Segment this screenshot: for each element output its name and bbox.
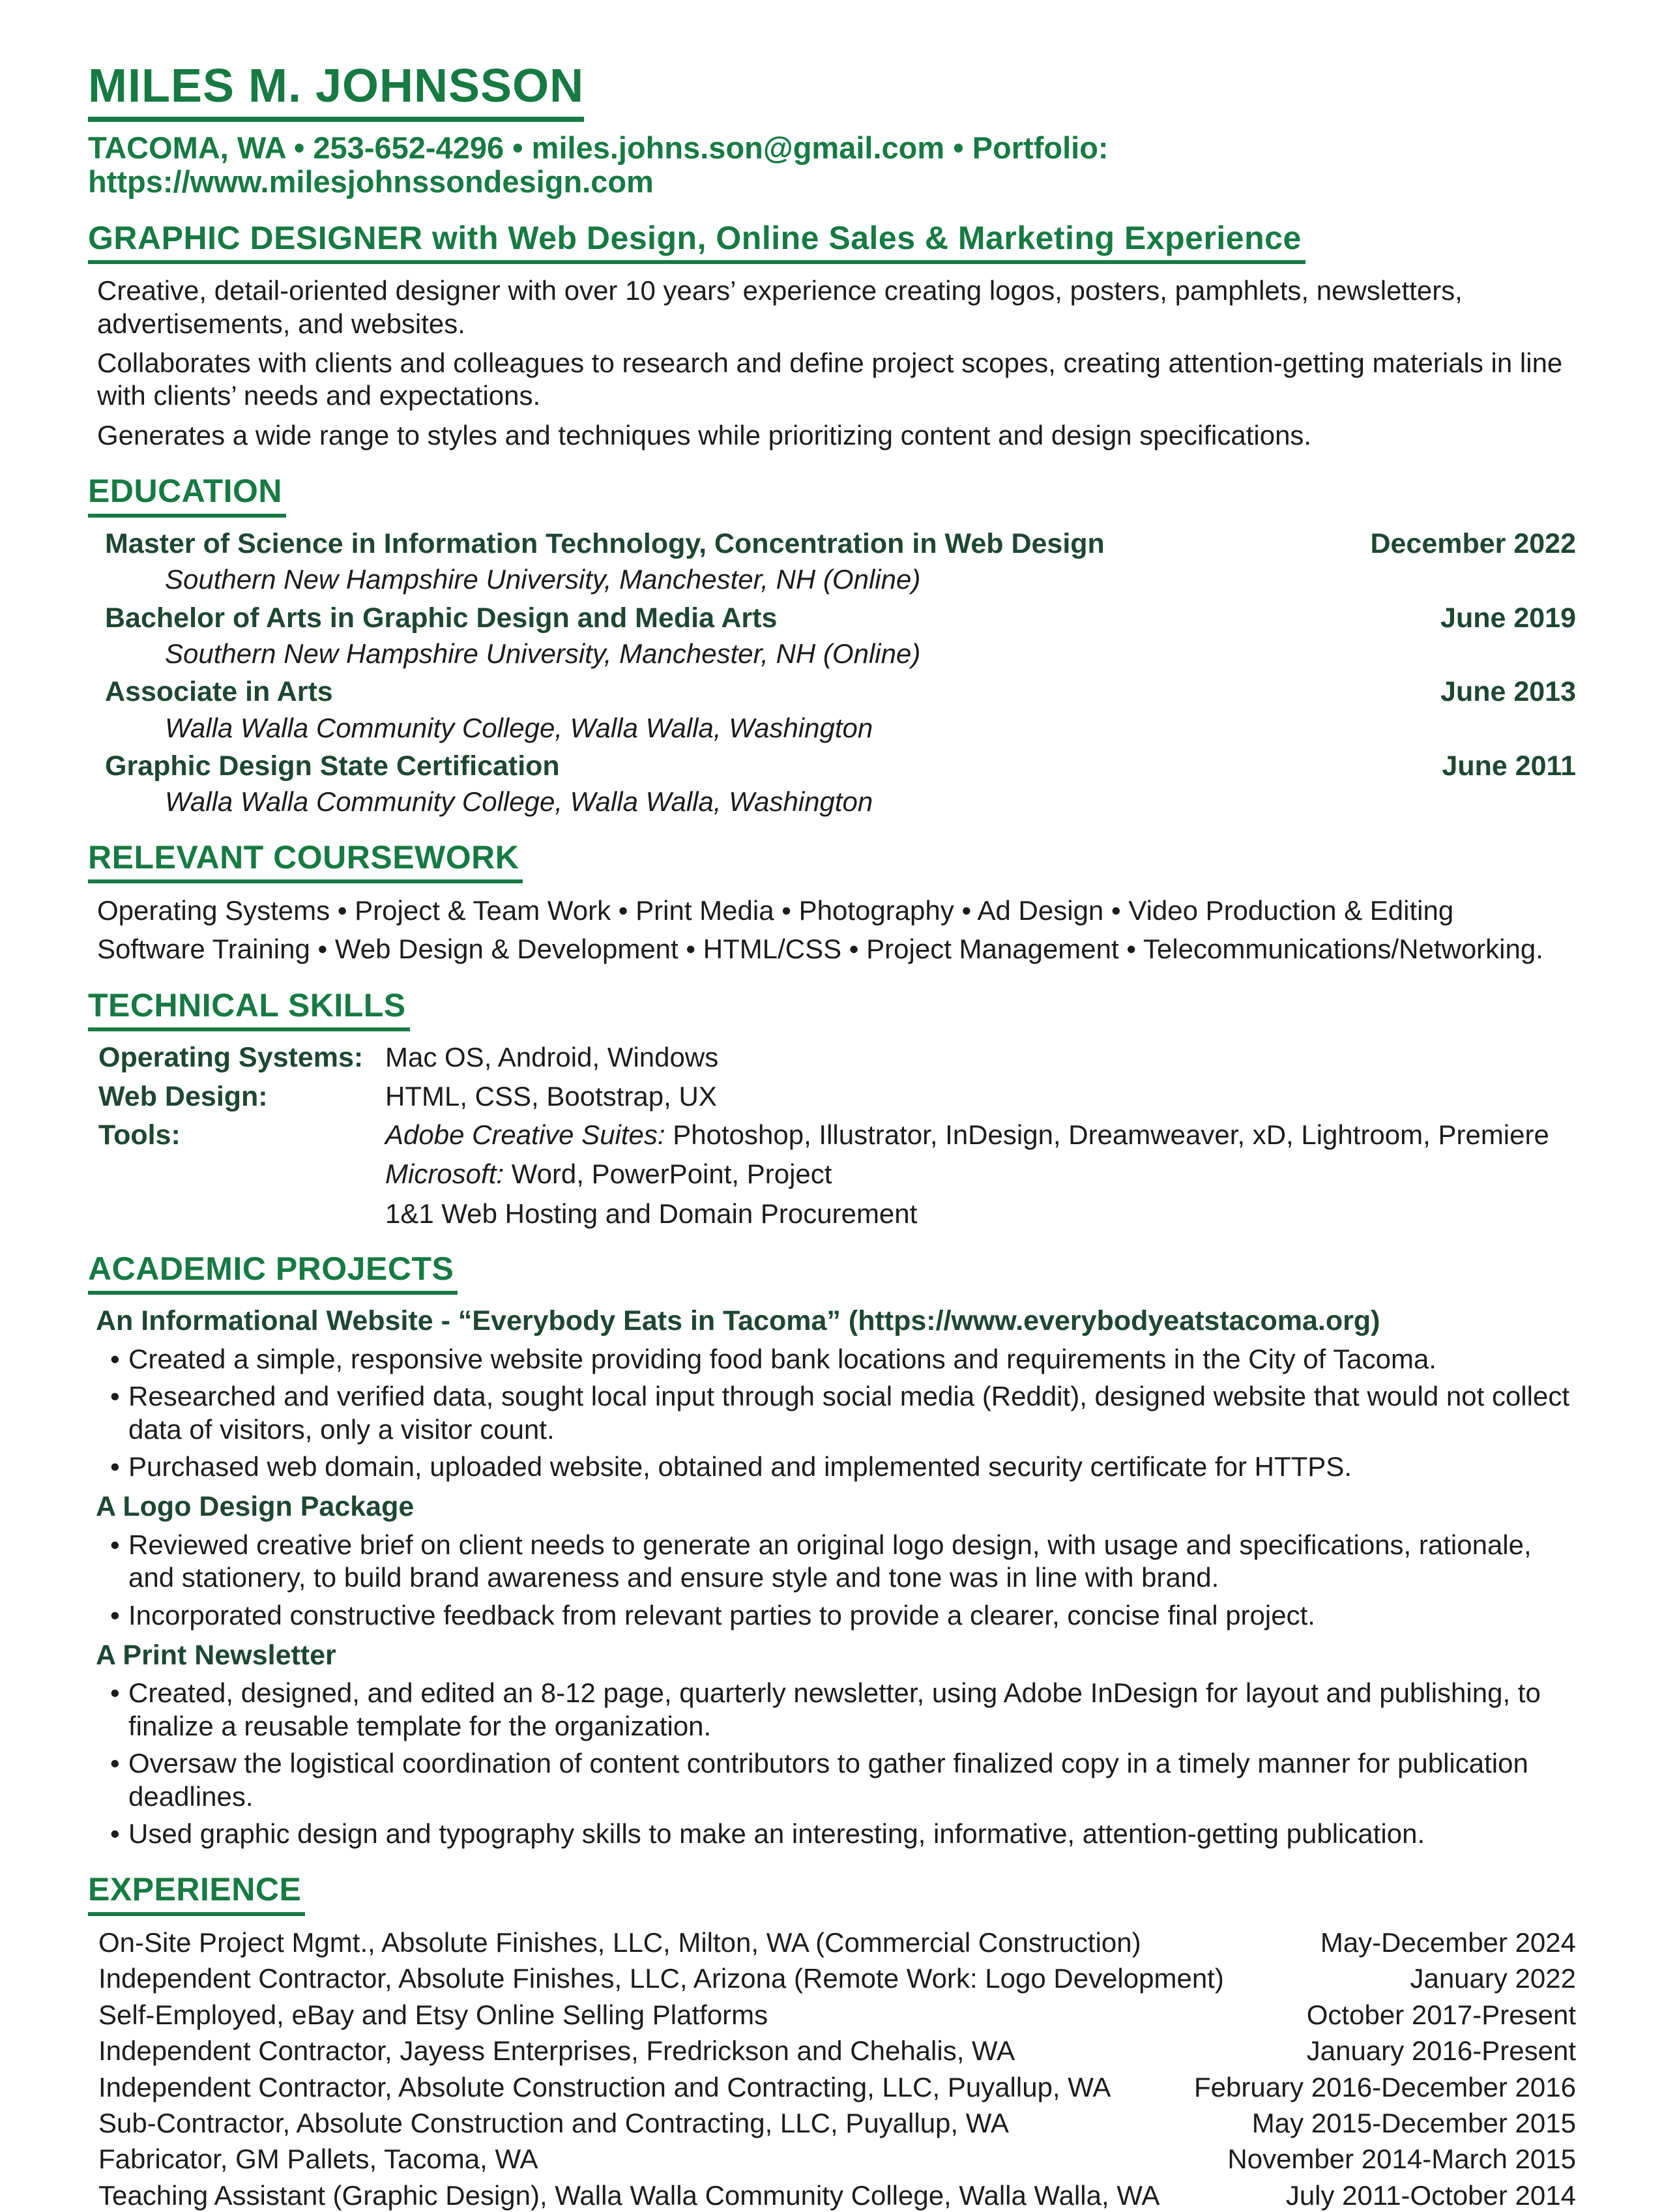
degree-date: December 2022: [1370, 527, 1576, 559]
experience-date: May-December 2024: [1320, 1926, 1576, 1958]
skill-label: Operating Systems:: [98, 1042, 364, 1074]
skill-tool-list: 1&1 Web Hosting and Domain Procurement: [385, 1198, 918, 1229]
summary-paragraph: Generates a wide range to styles and techniques while prioritizing content and design specifications.: [97, 419, 1312, 450]
project-bullet: • Created, designed, and edited an 8-12 page, quarterly newsletter, using Adobe InDesign for layout and publishing, to finalize a reusable template for the organization.: [88, 1677, 1576, 1743]
experience-role: On-Site Project Mgmt., Absolute Finishes, LLC, Milton, WA (Commercial Construction): [98, 1926, 1141, 1958]
experience-role: Self-Employed, eBay and Etsy Online Selling Platforms: [98, 1999, 768, 2030]
skill-tool-vendor: Adobe Creative Suites:: [385, 1119, 673, 1151]
contact-line: TACOMA, WA • 253-652-4296 • miles.johns.son@gmail.com • Portfolio: https://www.milesjohnssondesign.com: [88, 130, 1109, 199]
coursework-line: Operating Systems • Project & Team Work • Print Media • Photography • Ad Design • Video Production & Editing: [97, 895, 1454, 926]
project-title: A Logo Design Package: [96, 1491, 415, 1523]
project: [88, 1640, 1576, 1850]
summary-heading: GRAPHIC DESIGNER with Web Design, Online Sales & Marketing Experience: [88, 221, 1305, 265]
skill-value-line: [385, 1119, 1549, 1151]
section-academic-projects: [88, 1252, 1576, 1851]
school-name: Southern New Hampshire University, Manchester, NH (Online): [165, 638, 921, 669]
project-bullet: • Incorporated constructive feedback from relevant parties to provide a clearer, concise final project.: [88, 1599, 1576, 1632]
experience-row: [88, 2179, 1576, 2212]
projects-heading: ACADEMIC PROJECTS: [88, 1252, 458, 1295]
skill-value-line: [385, 1158, 1549, 1190]
experience-date: January 2016-Present: [1306, 2035, 1576, 2067]
education-entry: [88, 750, 1576, 818]
skill-label: Tools:: [98, 1119, 181, 1151]
degree-date: June 2013: [1440, 676, 1576, 708]
experience-role: Sub-Contractor, Absolute Construction and Contracting, LLC, Puyallup, WA: [98, 2107, 1009, 2138]
section-education: [88, 474, 1576, 818]
skill-label: Web Design:: [98, 1080, 268, 1112]
experience-date: May 2015-December 2015: [1251, 2107, 1576, 2138]
experience-row: [88, 2071, 1576, 2104]
project-bullet: • Created a simple, responsive website providing food bank locations and requirements in the City of Tacoma.: [88, 1343, 1576, 1376]
resume-header: [88, 60, 1576, 199]
summary-paragraph: Collaborates with clients and colleagues to research and define project scopes, creating attention-getting materials in line with clients’ needs and expectations.: [97, 347, 1563, 411]
project-bullet: • Researched and verified data, sought local input through social media (Reddit), designed website that would not collect data of visitors, only a visitor count.: [88, 1380, 1576, 1446]
experience-row: [88, 2143, 1576, 2175]
project-bullet: • Oversaw the logistical coordination of content contributors to gather finalized copy in a timely manner for publication deadlines.: [88, 1747, 1576, 1813]
experience-row: [88, 1962, 1576, 1995]
skill-value-group: [385, 1119, 1549, 1230]
project-title: A Print Newsletter: [96, 1640, 336, 1672]
education-entry: [88, 602, 1576, 670]
skill-row: [88, 1042, 1576, 1074]
experience-role: Teaching Assistant (Graphic Design), Walla Walla Community College, Walla Walla, WA: [98, 2179, 1160, 2211]
section-experience: [88, 1872, 1576, 2212]
degree-title: Graphic Design State Certification: [105, 750, 560, 782]
skill-value: Mac OS, Android, Windows: [385, 1042, 719, 1073]
coursework-heading: RELEVANT COURSEWORK: [88, 840, 523, 884]
experience-row: [88, 1926, 1576, 1959]
school-name: Southern New Hampshire University, Manchester, NH (Online): [165, 564, 921, 595]
project-bullet: • Reviewed creative brief on client needs to generate an original logo design, with usage and specifications, rationale, and stationery, to build brand awareness and ensure style and tone was in line with brand.: [88, 1529, 1576, 1595]
experience-role: Independent Contractor, Absolute Construction and Contracting, LLC, Puyallup, WA: [98, 2071, 1111, 2102]
summary-paragraph: Creative, detail-oriented designer with over 10 years’ experience creating logos, posters, pamphlets, newsletters, advertisements, and websites.: [97, 275, 1463, 339]
degree-title: Associate in Arts: [105, 676, 333, 708]
coursework-line: Software Training • Web Design & Development • HTML/CSS • Project Management • Telecommunications/Networking.: [97, 934, 1543, 965]
education-heading: EDUCATION: [88, 474, 286, 518]
degree-date: June 2011: [1442, 750, 1576, 782]
skill-value: HTML, CSS, Bootstrap, UX: [385, 1080, 717, 1112]
degree-title: Master of Science in Information Technology, Concentration in Web Design: [105, 527, 1105, 559]
experience-role: Independent Contractor, Jayess Enterprises, Fredrickson and Chehalis, WA: [98, 2035, 1015, 2067]
skill-value-line: [385, 1198, 1549, 1230]
project: [88, 1305, 1576, 1483]
skill-tool-list: Photoshop, Illustrator, InDesign, Dreamweaver, xD, Lightroom, Premiere: [673, 1119, 1549, 1151]
education-entry: [88, 528, 1576, 596]
skill-row: [88, 1119, 1576, 1230]
experience-role: Fabricator, GM Pallets, Tacoma, WA: [98, 2144, 538, 2175]
school-name: Walla Walla Community College, Walla Walla, Washington: [165, 786, 873, 818]
section-technical-skills: [88, 988, 1576, 1230]
section-coursework: [88, 840, 1576, 966]
skill-tool-vendor: Microsoft:: [385, 1158, 512, 1190]
experience-row: [88, 1999, 1576, 2031]
experience-date: January 2022: [1410, 1963, 1576, 1994]
degree-date: June 2019: [1440, 602, 1576, 634]
project: [88, 1491, 1576, 1632]
skills-heading: TECHNICAL SKILLS: [88, 988, 410, 1032]
experience-date: November 2014-March 2015: [1227, 2144, 1576, 2175]
degree-title: Bachelor of Arts in Graphic Design and Media Arts: [105, 602, 778, 634]
skill-row: [88, 1081, 1576, 1113]
project-bullet: • Purchased web domain, uploaded website, obtained and implemented security certificate for HTTPS.: [88, 1451, 1576, 1483]
project-bullet: • Used graphic design and typography skills to make an interesting, informative, attention-getting publication.: [88, 1818, 1576, 1850]
education-entry: [88, 676, 1576, 744]
section-summary: [88, 221, 1576, 452]
name-heading: MILES M. JOHNSSON: [88, 63, 584, 122]
skill-tool-list: Word, PowerPoint, Project: [511, 1158, 832, 1190]
experience-role: Independent Contractor, Absolute Finishes, LLC, Arizona (Remote Work: Logo Development): [98, 1963, 1224, 1994]
experience-row: [88, 2035, 1576, 2067]
project-title: An Informational Website - “Everybody Eats in Tacoma” (https://www.everybodyeatstacoma.org): [96, 1305, 1380, 1337]
experience-date: October 2017-Present: [1306, 1999, 1576, 2030]
experience-date: July 2011-October 2014: [1285, 2179, 1576, 2211]
experience-row: [88, 2107, 1576, 2140]
experience-date: February 2016-December 2016: [1194, 2071, 1576, 2102]
school-name: Walla Walla Community College, Walla Walla, Washington: [165, 712, 873, 743]
experience-heading: EXPERIENCE: [88, 1872, 305, 1916]
